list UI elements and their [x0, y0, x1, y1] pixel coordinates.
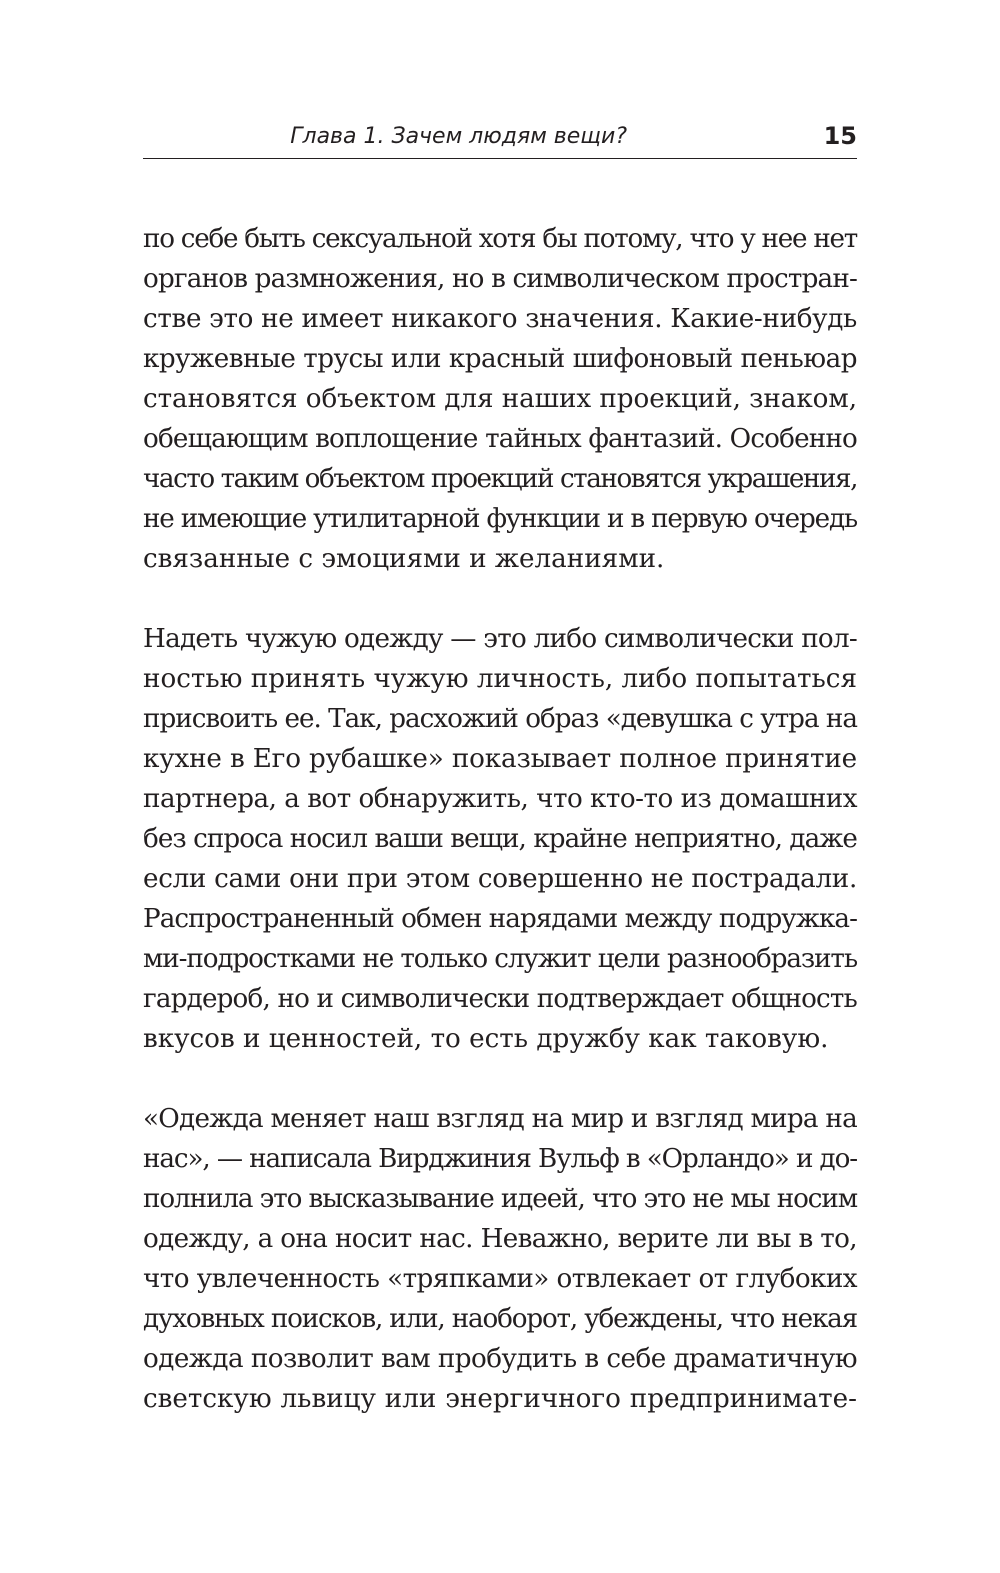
text-line: Надеть чужую одежду — это либо символически пол-	[143, 624, 857, 654]
body-text	[143, 219, 857, 1459]
text-line: кружевные трусы или красный шифоновый пеньюар	[143, 344, 857, 374]
text-line: не имеющие утилитарной функции и в первую очередь	[143, 504, 857, 534]
paragraph-3	[143, 1099, 857, 1419]
text-line: партнера, а вот обнаружить, что кто-то из домашних	[143, 784, 857, 814]
running-header	[143, 118, 857, 159]
text-line: если сами они при этом совершенно не пострадали.	[143, 864, 857, 894]
text-line: вкусов и ценностей, то есть дружбу как таковую.	[143, 1024, 829, 1054]
text-line: одежда позволит вам пробудить в себе драматичную	[143, 1344, 857, 1374]
text-line: духовных поисков, или, наоборот, убеждены, что некая	[143, 1304, 857, 1334]
text-line: что увлеченность «тряпками» отвлекает от глубоких	[143, 1264, 857, 1294]
text-line: светскую львицу или энергичного предпринимате-	[143, 1384, 857, 1414]
text-line: стве это не имеет никакого значения. Какие-нибудь	[143, 304, 857, 334]
page-number: 15	[823, 122, 857, 150]
text-line: органов размножения, но в символическом простран-	[143, 264, 857, 294]
text-line: присвоить ее. Так, расхожий образ «девушка с утра на	[143, 704, 857, 734]
text-line: «Одежда меняет наш взгляд на мир и взгляд мира на	[143, 1104, 857, 1134]
text-line: ностью принять чужую личность, либо попытаться	[143, 664, 857, 694]
text-line: нас», — написала Вирджиния Вульф в «Орландо» и до-	[143, 1144, 857, 1174]
text-line: по себе быть сексуальной хотя бы потому, что у нее нет	[143, 224, 857, 254]
text-line: полнила это высказывание идеей, что это не мы носим	[143, 1184, 857, 1214]
text-line: гардероб, но и символически подтверждает общность	[143, 984, 857, 1014]
chapter-title: Глава 1. Зачем людям вещи?	[290, 124, 627, 149]
text-line: связанные с эмоциями и желаниями.	[143, 544, 665, 574]
text-line: часто таким объектом проекций становятся украшения,	[143, 464, 857, 494]
paragraph-2	[143, 619, 857, 1059]
text-line: без спроса носил ваши вещи, крайне неприятно, даже	[143, 824, 857, 854]
text-line: кухне в Его рубашке» показывает полное принятие	[143, 744, 857, 774]
text-line: одежду, а она носит нас. Неважно, верите ли вы в то,	[143, 1224, 857, 1254]
text-line: становятся объектом для наших проекций, знаком,	[143, 384, 857, 414]
text-line: обещающим воплощение тайных фантазий. Особенно	[143, 424, 857, 454]
text-line: Распространенный обмен нарядами между подружка-	[143, 904, 857, 934]
paragraph-1	[143, 219, 857, 579]
text-line: ми-подростками не только служит цели разнообразить	[143, 944, 857, 974]
